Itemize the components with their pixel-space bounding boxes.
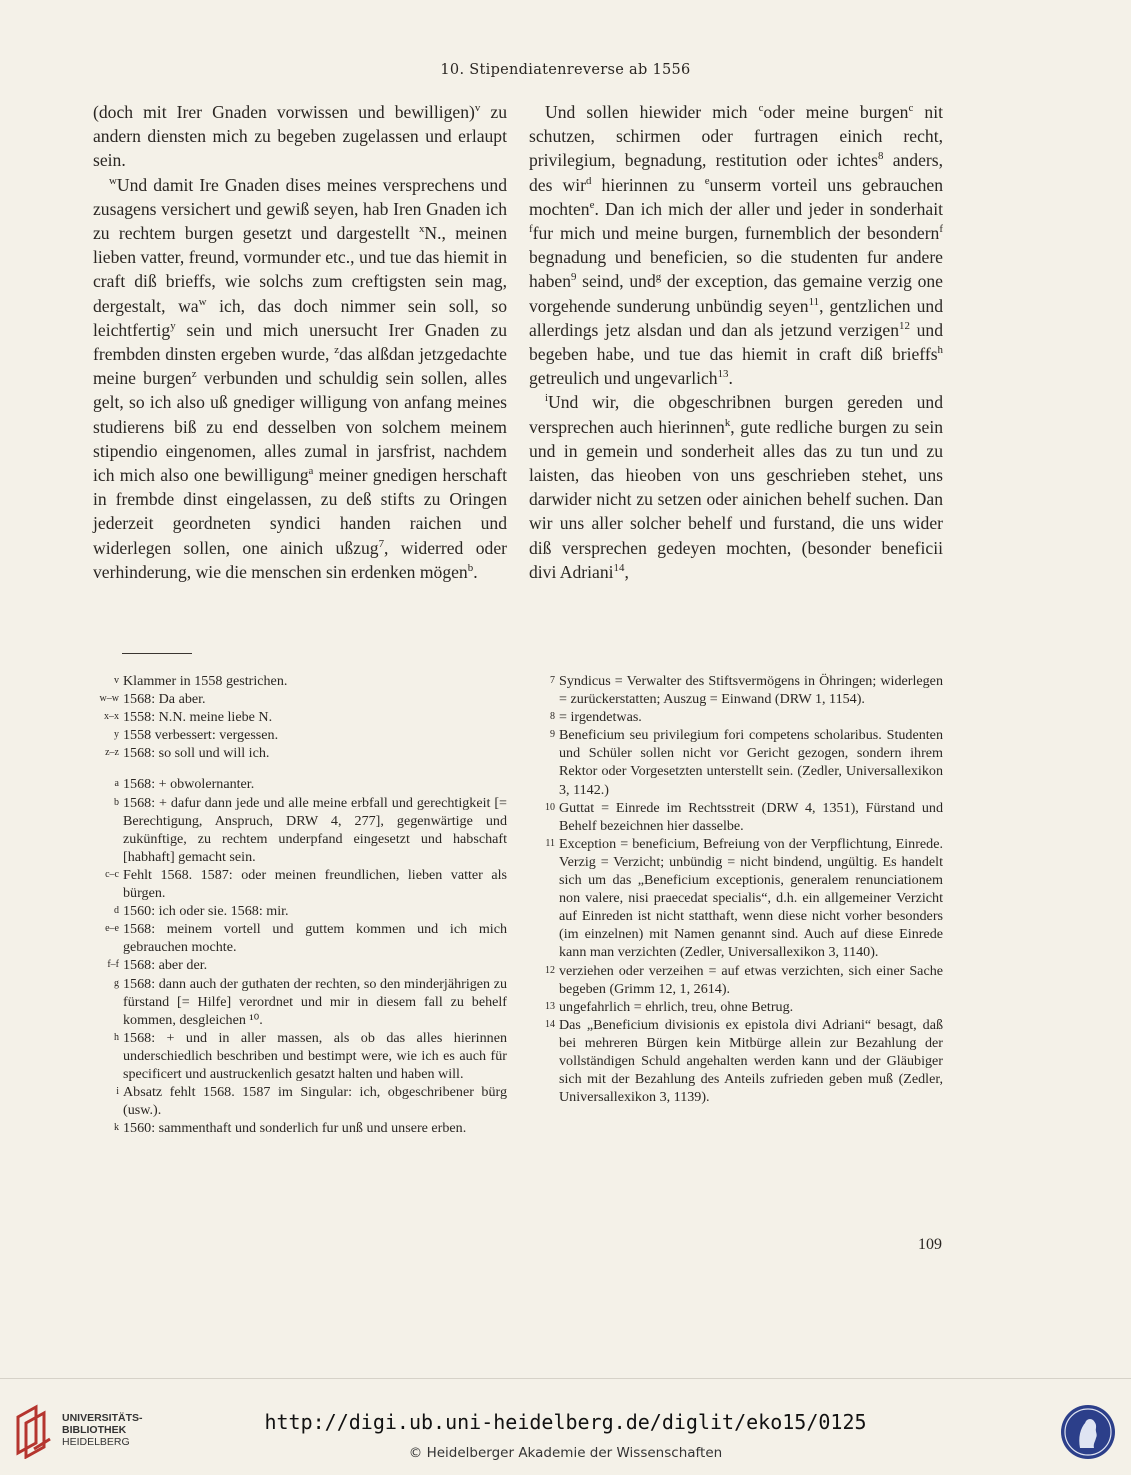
footnote: 7 Syndicus = Verwalter des Stiftsvermögens in Öhringen; widerlegen = zurückerstatten; Auszug = Einwand (DRW 1, 1154). — [550, 673, 943, 708]
footnote: 14 Das „Beneficium divisionis ex epistola divi Adriani“ besagt, daß bei mehreren Bürgen kein Mitbürge allein zur Bezahlung der vollständigen Schuld angehalten werden kann und der Gläubiger sich mit der Bezahlung des Anteils zufrieden geben muß (Zedler, Universallexikon 3, 1139). — [545, 1016, 943, 1106]
footnote: c–c Fehlt 1568. 1587: oder meinen freundlichen, lieben vatter als bürgen. — [105, 866, 507, 902]
footnote: w–w 1568: Da aber. — [99, 691, 206, 708]
footnote: d 1560: ich oder sie. 1568: mir. — [114, 903, 289, 920]
copyright-notice: © Heidelberger Akademie der Wissenschaften — [408, 1445, 723, 1461]
right-text-column — [529, 100, 943, 584]
footnote: v Klammer in 1558 gestrichen. — [114, 673, 288, 689]
footer-divider — [0, 1378, 1131, 1379]
footnote: x–x 1558: N.N. meine liebe N. — [104, 709, 273, 726]
paragraph: (doch mit Irer Gnaden vorwissen und bewilligen)$^v$ zu andern diensten mich zu begeben zugelassen und erlaupt sein. — [93, 102, 507, 171]
library-logo-text[interactable]: UNIVERSITÄTS- BIBLIOTHEK HEIDELBERG — [62, 1412, 143, 1448]
footnote: k 1560: sammenthaft und sonderlich fur unß und unsere erben. — [114, 1120, 467, 1137]
footnotes-right — [529, 672, 943, 1106]
page-number: 109 — [918, 1236, 942, 1253]
footnote: g 1568: dann auch der guthaten der rechten, so den minderjährigen zu fürstand [= Hilfe] verordnet und mir in diesem fall zu behelf kommen, desgleichen ¹⁰. — [114, 975, 507, 1028]
paragraph: $^w$Und damit Ire Gnaden dises meines versprechens und zusagens versichert und gewiß seyen, hab Iren Gnaden ich zu rechtem burgen gesetzt und dargestellt $^x$N., meinen lieben vatter, freund, vormunder etc., und tue das hiemit in craft diß brieffs, wie solchs zum creftigsten sein mag, dergestalt, $wa^w$ ich, das doch nimmer sein soll, so leichtfertig$^y$ sein und mich unersucht Irer Gnaden zu frembden dinsten ergeben wurde, $^z$das alßdan jetzgedachte meine burgen$^z$ verbunden und schuldig sein sollen, alles gelt, so ich also uß gnediger willigung von anfang meines studierens biß zu end desselben von solchem meinem stipendio eingenomen, alles zumal in jarsfrist, nachdem ich mich also one bewilligung$^a$ meiner gnedigen herschaft in frembde dinst eingelassen, zu deß stifts zu Oringen jederzeit geordneten syndici handen raichen und widerlegen sollen, one ainich ußzug$^7$, widerred oder verhinderung, wie die menschen sin erdenken mögen$^b$. — [93, 174, 508, 582]
footnote-divider — [122, 653, 192, 654]
academy-seal-icon[interactable] — [1060, 1404, 1116, 1460]
footnote: 11 Exception = beneficium, Befreiung von der Verpflichtung, Einrede. Verzig = Verzicht; unbündig = nicht bindend, ungültig. Es handelt sich um das „Beneficium exceptionis, generalem renunciationem non valere, nisi praecedat specialis“, d.h. ein allgemeiner Verzicht auf Einreden ist nicht statthaft, wenn diese nicht vorher besonders (im einzelnen) mit Namen genannt sind. Auch auf diese Einrede kann man verzichten (Zedler, Universallexikon 3, 1140). — [545, 835, 943, 961]
footnote: y 1558 verbessert: vergessen. — [114, 727, 279, 744]
footnote: 9 Beneficium seu privilegium fori competens scholaribus. Studenten und Schüler sollen nicht vor Gericht gezogen, sondern ihrem Rektor oder Vorgesetzten unterstellt sein. (Zedler, Universallexikon 3, 1142.) — [550, 727, 943, 798]
permalink-url[interactable]: http://digi.ub.uni-heidelberg.de/diglit/eko15/0125 — [264, 1410, 867, 1434]
footnote: i Absatz fehlt 1568. 1587 im Singular: ich, obgeschribener bürg (usw.). — [116, 1084, 507, 1119]
footnote: b 1568: + dafur dann jede und alle meine erbfall und gerechtigkeit [= Berechtigung, Anspruch, DRW 4, 277], gegenwärtige und zukünftige, zu rechtem underpfand eingesetzt und habschaft [habhaft] gemacht sein. — [114, 794, 507, 865]
footnote: e–e 1568: meinem vortell und guttem kommen und ich mich gebrauchen mochte. — [105, 921, 507, 956]
footnote: f–f 1568: aber der. — [107, 957, 208, 974]
footnote: a 1568: + obwolernanter. — [114, 776, 255, 793]
paragraph: Und sollen hiewider mich $^c$oder meine burgen$^c$ nit schutzen, schirmen oder furtragen einich recht, privilegium, begnadung, restitution oder ichtes$^8$ anders, des wir$^d$ hierinnen zu $^e$unserm vorteil uns gebrauchen mochten$^e$. Dan ich mich der aller und jeder in sonderhait $^f$fur mich und meine burgen, furnemblich der besondern$^f$ begnadung und beneficien, so die studenten fur andere haben$^9$ seind, und$^g$ der exception, das gemaine verzig one vorgehende sunderung unbündig seyen$^{11}$, gentzlichen und allerdings jetz alsdan und dan als jetzund verzigen$^{12}$ und begeben habe, und tue das hiemit in craft diß brieffs$^h$ getreulich und ungevarlich$^{13}$. — [529, 102, 944, 389]
footnote: 10 Guttat = Einrede im Rechtsstreit (DRW 4, 1351), Fürstand und Behelf bezeichnen hier dasselbe. — [545, 799, 943, 834]
footnote: 12 verziehen oder verzeihen = auf etwas verzichten, sich einer Sache begeben (Grimm 12, 1, 2614). — [545, 962, 943, 997]
footnote: h 1568: + und in aller massen, als ob das alles hierinnen underschiedlich beschriben und bestimpt were, wie ich es auch für specificert und austruckenlich gesatzt halten und haben will. — [114, 1029, 507, 1082]
footnotes-left — [93, 672, 507, 1137]
footnote: 8 = irgendetwas. — [550, 709, 642, 726]
footnote: z–z 1568: so soll und will ich. — [105, 745, 270, 762]
paragraph: $^i$Und wir, die obgeschribnen burgen gereden und versprechen auch hierinnen$^k$, gute redliche burgen zu sein und in gemein und sonderheit alles das zu tun und zu laisten, das hieoben von uns geschrieben stehet, uns darwider nicht zu setzen oder ainichen behelf suchen. Dan wir uns aller solcher behelf und furstand, die uns wider diß versprechen gedeyen mochten, (besonder beneficii divi Adriani$^{14}$, — [529, 392, 944, 582]
left-text-column — [93, 100, 507, 584]
footnote: 13 ungefahrlich = ehrlich, treu, ohne Betrug. — [545, 998, 794, 1015]
running-header: 10. Stipendiatenreverse ab 1556 — [440, 62, 691, 78]
